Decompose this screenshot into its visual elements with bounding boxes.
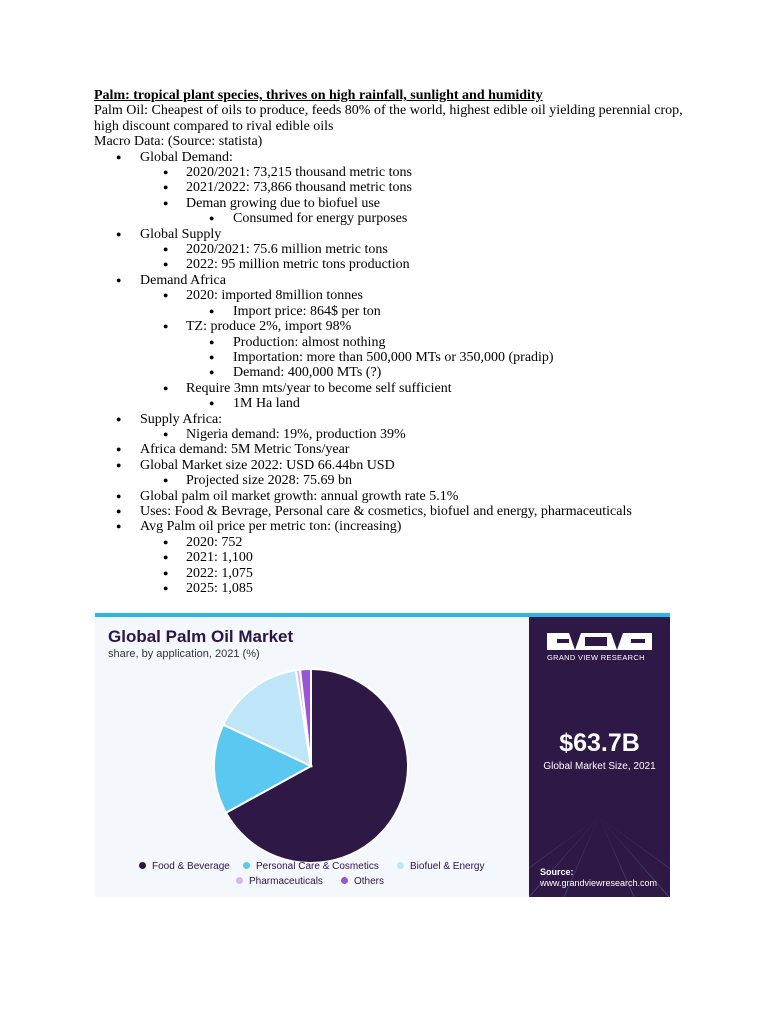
brand-name: GRAND VIEW RESEARCH [547, 653, 645, 662]
bullet-item-level-2 [94, 165, 694, 180]
bullet-item-level-3 [94, 335, 694, 350]
bullet-icon: ● [163, 259, 169, 270]
legend-item-pharmaceuticals [236, 876, 323, 887]
bullet-text: TZ: produce 2%, import 98% [186, 319, 352, 335]
bullet-text: Require 3mn mts/year to become self sufficient [186, 380, 452, 396]
legend-label: Biofuel & Energy [410, 861, 485, 872]
bullet-icon: ● [116, 459, 122, 470]
bullet-item-level-1 [94, 458, 694, 473]
intro-paragraph: Palm Oil: Cheapest of oils to produce, feeds 80% of the world, highest edible oil yielding perennial crop, high discount compared to rival edible oils [94, 103, 683, 134]
legend-dot-icon [341, 877, 348, 884]
bullet-item-level-1 [94, 519, 694, 534]
bullet-icon: ● [209, 398, 215, 409]
legend-label: Food & Beverage [152, 861, 230, 872]
market-size-value: $63.7B [559, 729, 640, 757]
bullet-icon: ● [116, 274, 122, 285]
bullet-text: 2021/2022: 73,866 thousand metric tons [186, 180, 412, 196]
macro-data-label: Macro Data: (Source: statista) [94, 134, 263, 150]
bullet-icon: ● [209, 305, 215, 316]
pie-chart [95, 613, 529, 897]
legend-item-biofuel-energy [397, 861, 485, 872]
bullet-text: 2022: 1,075 [186, 565, 253, 581]
bullet-icon: ● [116, 490, 122, 501]
bullet-icon: ● [163, 567, 169, 578]
bullet-icon: ● [163, 536, 169, 547]
bullet-icon: ● [116, 444, 122, 455]
legend-item-others [341, 876, 384, 887]
bullet-text: Demand Africa [140, 272, 226, 288]
bullet-icon: ● [163, 167, 169, 178]
bullet-item-level-2 [94, 242, 694, 257]
bullet-icon: ● [163, 244, 169, 255]
legend-label: Personal Care & Cosmetics [256, 861, 379, 872]
bullet-item-level-2 [94, 427, 694, 442]
legend-item-food-beverage [139, 861, 230, 872]
bullet-text: Demand: 400,000 MTs (?) [233, 365, 382, 381]
bullet-icon: ● [163, 321, 169, 332]
bullet-item-level-2 [94, 550, 694, 565]
bullet-text: 2020: 752 [186, 534, 243, 550]
bullet-item-level-3 [94, 211, 694, 226]
bullet-icon: ● [116, 413, 122, 424]
bullet-text: Importation: more than 500,000 MTs or 350,000 (pradip) [233, 349, 554, 365]
bullet-text: Deman growing due to biofuel use [186, 195, 381, 211]
bullet-icon: ● [116, 228, 122, 239]
bullet-icon: ● [116, 505, 122, 516]
bullet-item-level-2 [94, 381, 694, 396]
source-url: www.grandviewresearch.com [540, 878, 658, 888]
bullet-item-level-2 [94, 566, 694, 581]
bullet-icon: ● [209, 351, 215, 362]
bullet-icon: ● [163, 290, 169, 301]
legend-dot-icon [243, 862, 250, 869]
bullet-item-level-2 [94, 581, 694, 596]
bullet-text: 2020/2021: 73,215 thousand metric tons [186, 165, 412, 181]
bullet-text: Consumed for energy purposes [233, 211, 408, 227]
bullet-icon: ● [116, 151, 122, 162]
bullet-item-level-1 [94, 442, 694, 457]
market-size-label: Global Market Size, 2021 [543, 761, 656, 772]
bullet-text: 2020: imported 8million tonnes [186, 288, 363, 304]
bullet-item-level-2 [94, 535, 694, 550]
bullet-text: 2021: 1,100 [186, 550, 253, 566]
bullet-item-level-3 [94, 304, 694, 319]
bullet-text: Nigeria demand: 19%, production 39% [186, 426, 406, 442]
chart-title: Global Palm Oil Market [108, 627, 294, 646]
palm-oil-market-infographic [95, 613, 670, 897]
bullet-icon: ● [116, 521, 122, 532]
bullet-text: Avg Palm oil price per metric ton: (increasing) [140, 519, 402, 535]
bullet-text: Africa demand: 5M Metric Tons/year [140, 442, 350, 458]
bullet-list [94, 150, 694, 597]
bullet-item-level-2 [94, 180, 694, 195]
bullet-text: 1M Ha land [233, 396, 300, 412]
bullet-text: Production: almost nothing [233, 334, 386, 350]
grand-view-research-logo-icon [547, 633, 652, 650]
legend-dot-icon [236, 877, 243, 884]
legend-label: Pharmaceuticals [249, 876, 323, 887]
bullet-text: Global Demand: [140, 149, 233, 165]
bullet-text: Import price: 864$ per ton [233, 303, 381, 319]
bullet-item-level-3 [94, 350, 694, 365]
bullet-icon: ● [163, 583, 169, 593]
bullet-item-level-3 [94, 365, 694, 380]
legend-label: Others [354, 876, 385, 887]
source-label: Source: [540, 867, 574, 877]
bullet-item-level-2 [94, 473, 694, 488]
chart-subtitle: share, by application, 2021 (%) [108, 648, 260, 660]
bullet-text: Global Supply [140, 226, 222, 242]
bullet-item-level-1 [94, 150, 694, 165]
bullet-item-level-2 [94, 319, 694, 334]
bullet-text: Global Market size 2022: USD 66.44bn USD [140, 457, 395, 473]
bullet-item-level-1 [94, 489, 694, 504]
bullet-item-level-2 [94, 257, 694, 272]
document-body [94, 88, 694, 596]
bullet-item-level-1 [94, 504, 694, 519]
bullet-text: Projected size 2028: 75.69 bn [186, 473, 353, 489]
bullet-icon: ● [209, 336, 215, 347]
legend-dot-icon [397, 862, 404, 869]
document-title: Palm: tropical plant species, thrives on high rainfall, sunlight and humidity [94, 88, 543, 103]
bullet-item-level-1 [94, 412, 694, 427]
bullet-item-level-3 [94, 396, 694, 411]
bullet-icon: ● [163, 428, 169, 439]
market-size-panel [529, 617, 670, 897]
bullet-text: Global palm oil market growth: annual growth rate 5.1% [140, 488, 459, 504]
bullet-text: Uses: Food & Bevrage, Personal care & cosmetics, biofuel and energy, pharmaceuticals [140, 503, 632, 519]
bullet-icon: ● [209, 367, 215, 378]
bullet-icon: ● [209, 213, 215, 224]
bullet-text: 2025: 1,085 [186, 581, 253, 596]
bullet-icon: ● [163, 182, 169, 193]
bullet-icon: ● [163, 197, 169, 208]
bullet-item-level-1 [94, 273, 694, 288]
bullet-icon: ● [163, 475, 169, 486]
bullet-item-level-1 [94, 227, 694, 242]
bullet-icon: ● [163, 552, 169, 563]
bullet-text: Supply Africa: [140, 411, 223, 427]
bullet-item-level-2 [94, 288, 694, 303]
bullet-item-level-2 [94, 196, 694, 211]
legend-dot-icon [139, 862, 146, 869]
legend-item-personal-care [243, 861, 379, 872]
bullet-icon: ● [163, 382, 169, 393]
bullet-text: 2020/2021: 75.6 million metric tons [186, 242, 388, 258]
bullet-text: 2022: 95 million metric tons production [186, 257, 410, 273]
